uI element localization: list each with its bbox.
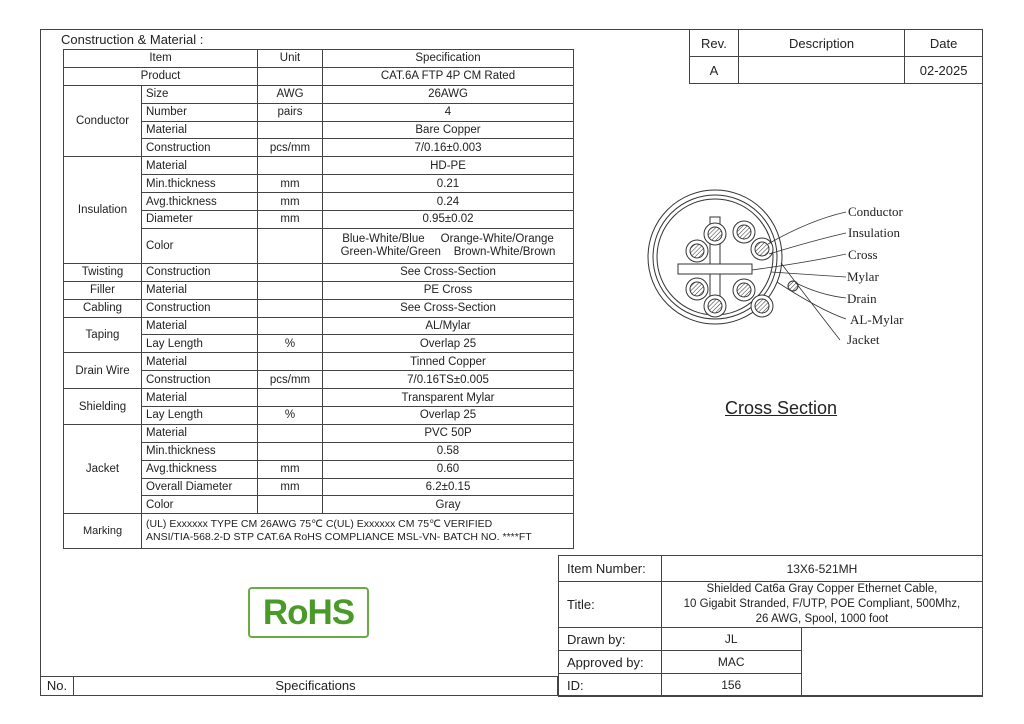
taping-label: Taping [64,317,142,353]
row-label: Material [142,353,258,371]
row-value: 26AWG [323,85,574,103]
row-label: Construction [142,371,258,389]
footer-no: No. [40,676,74,696]
row-label: Avg.thickness [142,193,258,211]
row-value: PVC 50P [323,424,574,442]
title-block [558,555,983,697]
item-number-value: 13X6-521MH [661,556,982,582]
row-unit: pcs/mm [258,371,323,389]
row-value: 0.21 [323,175,574,193]
row-label: Color [142,228,258,263]
row-value: 7/0.16±0.003 [323,139,574,157]
label-insulation: Insulation [848,225,900,240]
spec-header-row [64,50,574,68]
row-value: 0.60 [323,460,574,478]
rev-value: A [690,57,739,84]
spec-table [63,49,574,549]
drain-label: Drain Wire [64,353,142,389]
approved-by-label: Approved by: [559,651,662,674]
row-label: Lay Length [142,407,258,425]
description-header: Description [738,30,904,57]
approved-by-value: MAC [661,651,801,674]
insulation-colors [323,228,574,263]
row-value: See Cross-Section [323,263,574,281]
row-label: Size [142,85,258,103]
insulation-label: Insulation [64,157,142,264]
row-value: 0.58 [323,442,574,460]
table-row [64,353,574,371]
row-value: Overlap 25 [323,335,574,353]
row-label: Overall Diameter [142,478,258,496]
row-label: Min.thickness [142,442,258,460]
row-value: Transparent Mylar [323,389,574,407]
table-row [64,67,574,85]
marking-text [142,514,574,549]
pair-bottom-right [733,279,773,317]
row-label: Construction [142,139,258,157]
drawn-by-label: Drawn by: [559,628,662,651]
label-mylar: Mylar [847,269,879,284]
row-label: Lay Length [142,335,258,353]
row-value: See Cross-Section [323,299,574,317]
row-value: Bare Copper [323,121,574,139]
leader-lines [752,212,846,340]
row-label: Material [142,424,258,442]
spec-header: Specification [323,50,574,68]
table-row [64,424,574,442]
date-header: Date [905,30,983,57]
row-label: Material [142,157,258,175]
marking-line-1: (UL) Exxxxxx TYPE CM 26AWG 75℃ C(UL) Exxxxxx CM 75℃ VERIFIED [146,518,493,531]
row-unit: mm [258,175,323,193]
label-jacket: Jacket [847,332,880,347]
color-3: Green-White/Green [340,245,441,258]
row-value: 0.95±0.02 [323,211,574,229]
table-row [64,514,574,549]
table-row [64,389,574,407]
marking-line-2: ANSI/TIA-568.2-D STP CAT.6A RoHS COMPLIANCE MSL-VN- BATCH NO. ****FT [146,531,532,544]
row-value: PE Cross [323,281,574,299]
table-row [64,263,574,281]
row-label: Number [142,103,258,121]
row-unit: mm [258,193,323,211]
title-line-3: 26 AWG, Spool, 1000 foot [755,613,889,625]
row-value: 0.24 [323,193,574,211]
label-drain: Drain [847,291,877,306]
row-label: Construction [142,299,258,317]
title-line-2: 10 Gigabit Stranded, F/UTP, POE Compliant, 500Mhz, [683,598,961,610]
row-label: Min.thickness [142,175,258,193]
pair-top-right [733,221,773,260]
row-unit: pairs [258,103,323,121]
table-row [64,317,574,335]
row-unit: % [258,335,323,353]
label-cross: Cross [848,247,878,262]
revision-table [689,29,983,84]
color-4: Brown-White/Brown [453,245,556,258]
description-value [738,57,904,84]
item-header: Item [64,50,258,68]
conductor-label: Conductor [64,85,142,157]
shielding-label: Shielding [64,389,142,425]
row-label: Diameter [142,211,258,229]
cabling-label: Cabling [64,299,142,317]
row-unit: mm [258,211,323,229]
row-label: Material [142,317,258,335]
row-unit: mm [258,460,323,478]
row-value: Tinned Copper [323,353,574,371]
jacket-label: Jacket [64,424,142,513]
color-1: Blue-White/Blue [342,232,425,245]
row-unit: pcs/mm [258,139,323,157]
row-unit: AWG [258,85,323,103]
label-al-mylar: AL-Mylar [850,312,904,327]
row-value: 7/0.16TS±0.005 [323,371,574,389]
row-label: Material [142,121,258,139]
row-label: Material [142,281,258,299]
product-label: Product [64,67,258,85]
row-unit: % [258,407,323,425]
color-2: Orange-White/Orange [440,232,554,245]
footer-specifications: Specifications [74,676,558,696]
drawn-by-value: JL [661,628,801,651]
filler-label: Filler [64,281,142,299]
section-title: Construction & Material : [61,32,204,47]
row-value: Gray [323,496,574,514]
table-row [64,281,574,299]
marking-label: Marking [64,514,142,549]
row-value: Overlap 25 [323,407,574,425]
row-value: 4 [323,103,574,121]
title-value [661,582,982,628]
label-conductor: Conductor [848,204,903,219]
row-label: Construction [142,263,258,281]
row-value: AL/Mylar [323,317,574,335]
row-value: 6.2±0.15 [323,478,574,496]
product-value: CAT.6A FTP 4P CM Rated [323,67,574,85]
table-row [64,85,574,103]
twisting-label: Twisting [64,263,142,281]
date-value: 02-2025 [905,57,983,84]
row-value: HD-PE [323,157,574,175]
id-value: 156 [661,674,801,697]
row-unit: mm [258,478,323,496]
table-row [64,157,574,175]
row-label: Material [142,389,258,407]
title-line-1: Shielded Cat6a Gray Copper Ethernet Cable, [706,583,938,595]
title-label: Title: [559,582,662,628]
cross-section-diagram [640,180,930,355]
row-label: Avg.thickness [142,460,258,478]
unit-header: Unit [258,50,323,68]
rev-header: Rev. [690,30,739,57]
cross-section-title: Cross Section [725,398,838,418]
id-label: ID: [559,674,662,697]
item-number-label: Item Number: [559,556,662,582]
row-label: Color [142,496,258,514]
table-row [64,299,574,317]
rohs-logo: RoHS [248,587,369,638]
